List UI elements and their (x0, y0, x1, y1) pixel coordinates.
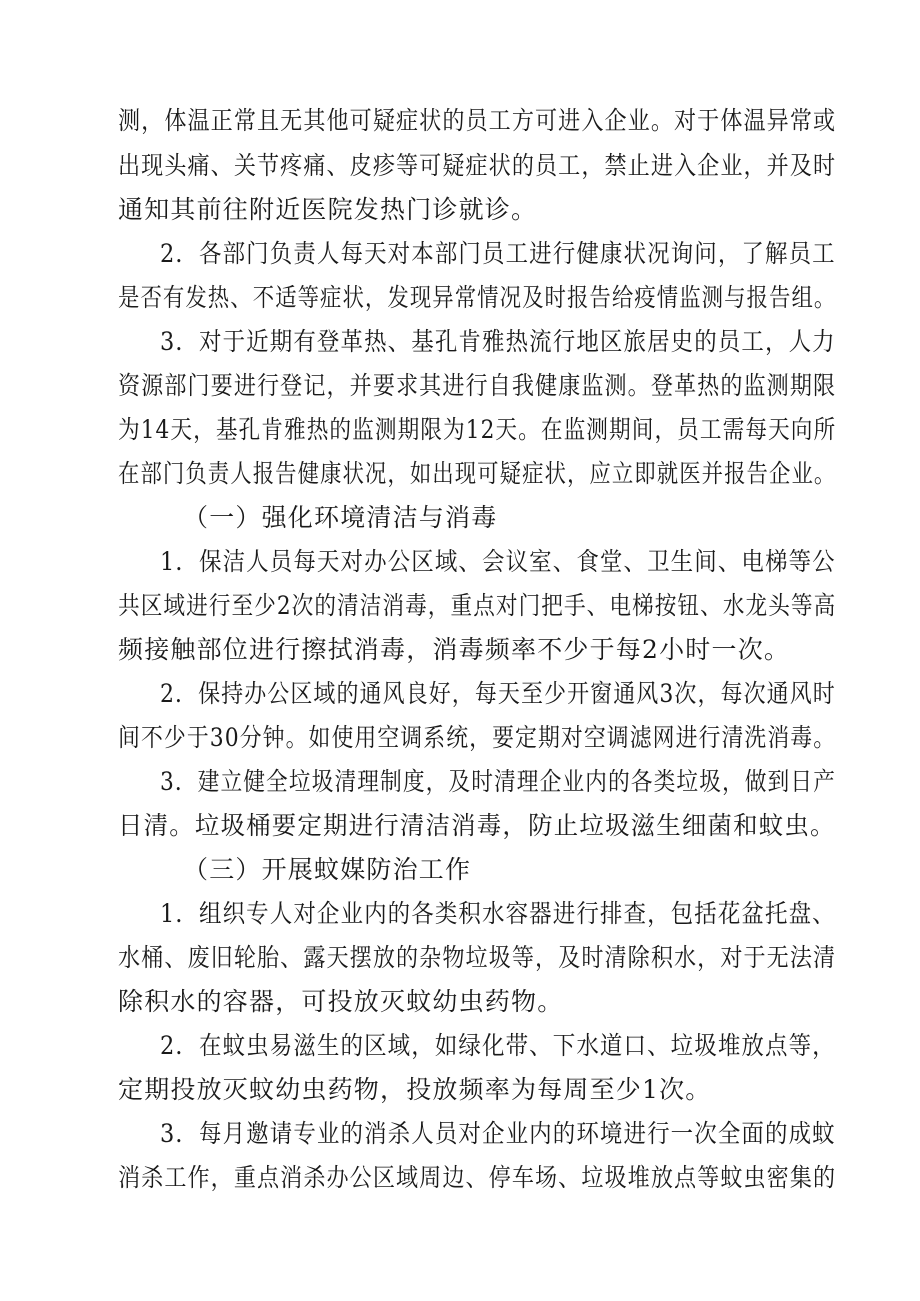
text-line: 共区域进行至少2次的清洁消毒，重点对门把手、电梯按钮、水龙头等高 (118, 591, 837, 620)
paragraph-first-line: 1．组织专人对企业内的各类积水容器进行排查，包括花盆托盘、 (160, 899, 836, 928)
text-line: 消杀工作，重点消杀办公区域周边、停车场、垃圾堆放点等蚊虫密集的 (118, 1163, 837, 1192)
text-line: 定期投放灭蚊幼虫药物，投放频率为每周至少1次。 (118, 1075, 712, 1104)
text-line: 在部门负责人报告健康状况，如出现可疑症状，应立即就医并报告企业。 (118, 459, 837, 488)
paragraph-first-line: 2．保持办公区域的通风良好，每天至少开窗通风3次，每次通风时 (160, 679, 836, 708)
text-line: 频接触部位进行擦拭消毒，消毒频率不少于每2小时一次。 (118, 635, 791, 664)
text-line: 为14天，基孔肯雅热的监测期限为12天。在监测期间，员工需每天向所 (118, 415, 837, 444)
text-line: 水桶、废旧轮胎、露天摆放的杂物垃圾等，及时清除积水，对于无法清 (118, 943, 837, 972)
paragraph-first-line: 3．每月邀请专业的消杀人员对企业内的环境进行一次全面的成蚊 (160, 1119, 836, 1148)
text-line: 资源部门要进行登记，并要求其进行自我健康监测。登革热的监测期限 (118, 371, 837, 400)
text-line: 是否有发热、不适等症状，发现异常情况及时报告给疫情监测与报告组。 (118, 283, 837, 312)
paragraph-first-line: 3．建立健全垃圾清理制度，及时清理企业内的各类垃圾，做到日产 (160, 767, 836, 796)
text-line: 通知其前往附近医院发热门诊就诊。 (118, 195, 538, 224)
paragraph-first-line: 2．各部门负责人每天对本部门员工进行健康状况询问，了解员工 (160, 239, 836, 268)
text-line: 除积水的容器，可投放灭蚊幼虫药物。 (118, 987, 564, 1016)
section-heading: （一）强化环境清洁与消毒 (183, 503, 498, 532)
paragraph-first-line: 1．保洁人员每天对办公区域、会议室、食堂、卫生间、电梯等公 (160, 547, 836, 576)
text-line: 日清。垃圾桶要定期进行清洁消毒，防止垃圾滋生细菌和蚊虫。 (118, 811, 836, 840)
text-line: 间不少于30分钟。如使用空调系统，要定期对空调滤网进行清洗消毒。 (118, 723, 837, 752)
section-heading: （三）开展蚊媒防治工作 (183, 855, 472, 884)
paragraph-first-line: 2．在蚊虫易滋生的区域，如绿化带、下水道口、垃圾堆放点等， (160, 1031, 836, 1060)
text-line: 测，体温正常且无其他可疑症状的员工方可进入企业。对于体温异常或 (118, 106, 837, 135)
text-line: 出现头痛、关节疼痛、皮疹等可疑症状的员工，禁止进入企业，并及时 (118, 151, 837, 180)
paragraph-first-line: 3．对于近期有登革热、基孔肯雅热流行地区旅居史的员工，人力 (160, 327, 836, 356)
